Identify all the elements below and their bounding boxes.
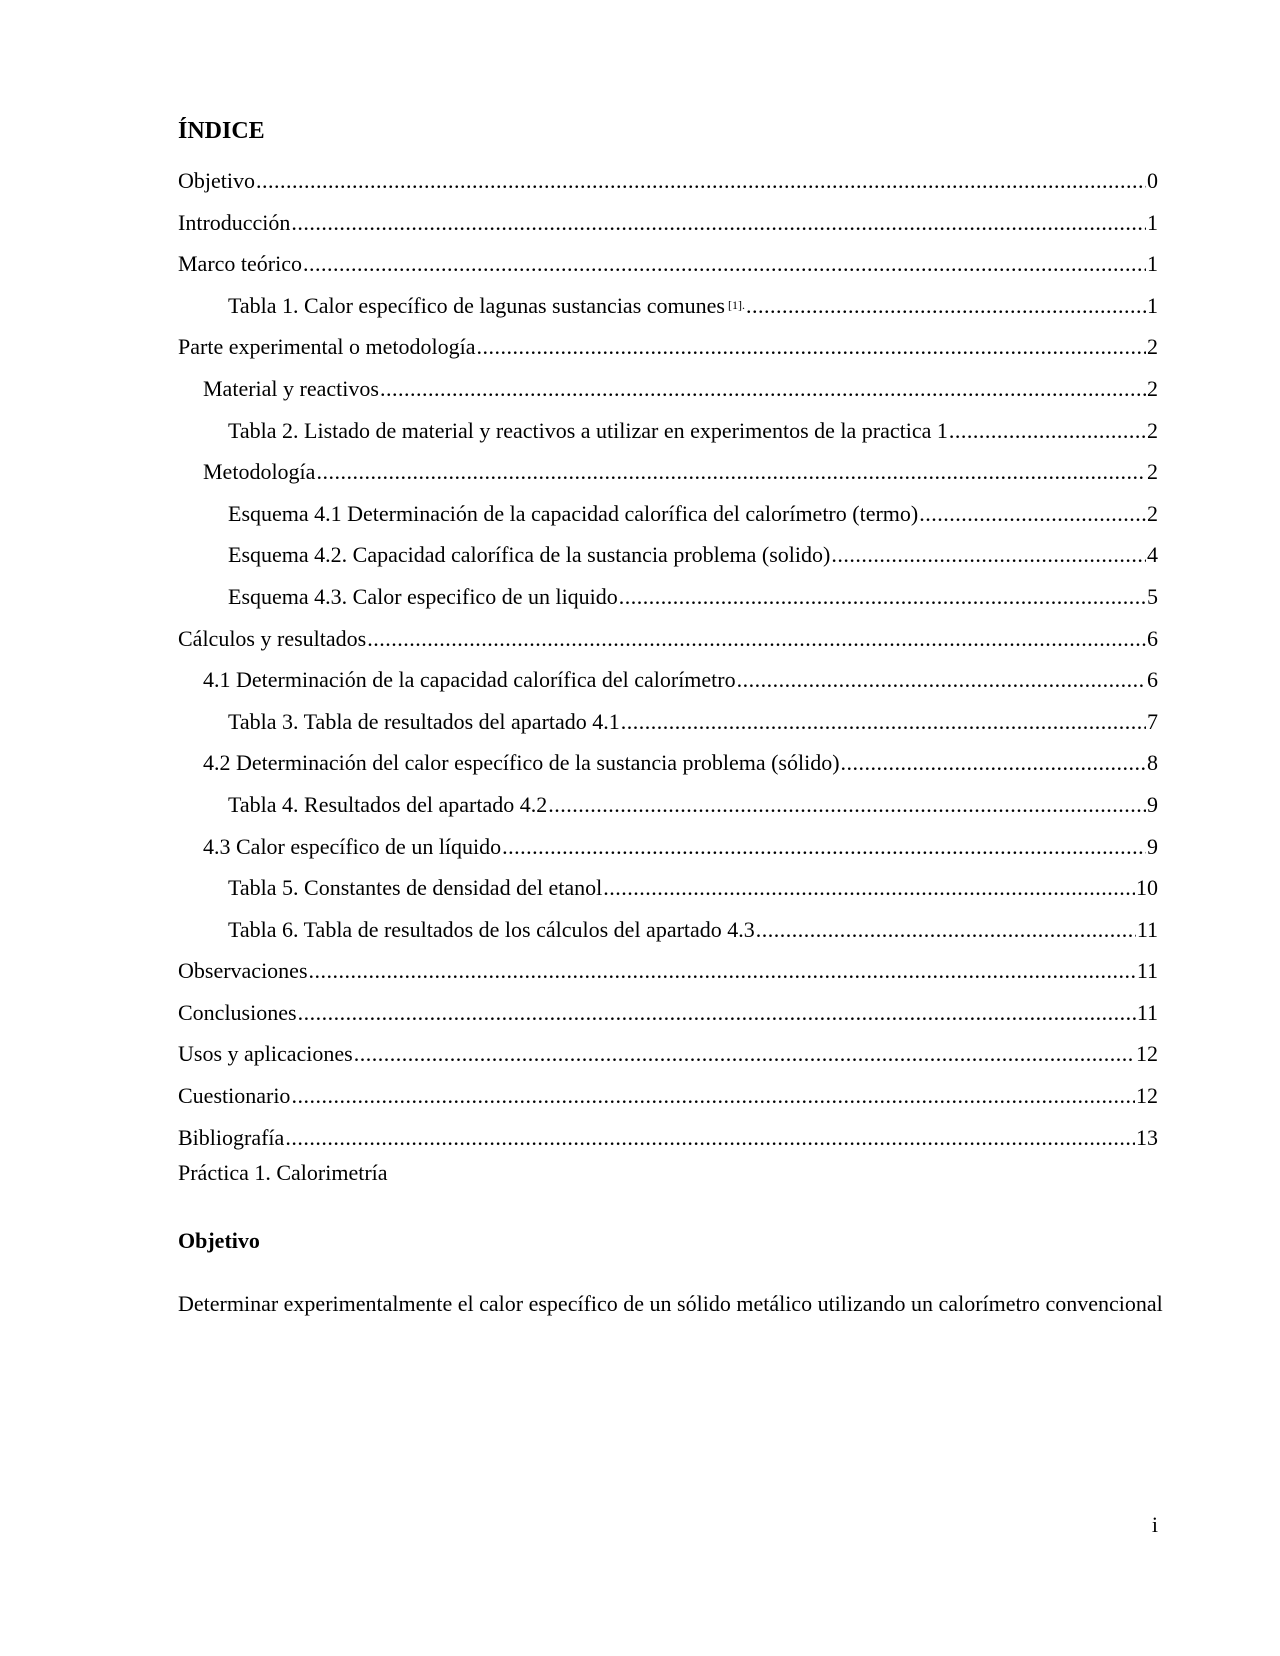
toc-entry[interactable] [178,451,1158,493]
toc-entry-title: Usos y aplicaciones [178,1041,353,1067]
toc-entry[interactable] [178,701,1158,743]
toc-entry-page-number: 2 [1147,417,1158,443]
toc-heading: ÍNDICE [178,118,265,144]
toc-dot-leader [380,368,1146,410]
toc-dot-leader [285,1117,1135,1159]
toc-entry-title: 4.3 Calor específico de un líquido [203,833,502,859]
toc-entry-page-number: 11 [1136,916,1158,942]
toc-entry-title: Observaciones [178,958,308,984]
toc-entry-page-number: 4 [1147,542,1158,568]
toc-dot-leader [756,909,1136,951]
toc-entry-title: 4.1 Determinación de la capacidad calorífica del calorímetro [203,667,736,693]
toc-entry-title: Introducción [178,209,291,235]
toc-entry-title: Conclusiones [178,999,297,1025]
toc-dot-leader [354,1033,1135,1075]
toc-entry-title: Esquema 4.1 Determinación de la capacidad calorífica del calorímetro (termo) [228,500,919,526]
toc-entry-page-number: 8 [1147,750,1158,776]
toc-entry-page-number: 12 [1136,1083,1158,1109]
toc-entry-title: Tabla 3. Tabla de resultados del apartado 4.1 [228,708,620,734]
toc-entry-page-number: 1 [1147,292,1158,318]
toc-entry-page-number: 2 [1147,334,1158,360]
toc-dot-leader [367,618,1146,660]
table-of-contents [178,160,1158,1158]
toc-entry-page-number: 9 [1147,791,1158,817]
toc-entry-title: Tabla 4. Resultados del apartado 4.2 [228,791,548,817]
toc-entry[interactable] [178,368,1158,410]
toc-dot-leader [919,493,1146,535]
toc-entry-title: Material y reactivos [203,375,379,401]
toc-entry-title: Esquema 4.3. Calor especifico de un liquido [228,583,618,609]
toc-entry-page-number: 9 [1147,833,1158,859]
toc-entry-page-number: 11 [1136,999,1158,1025]
toc-entry[interactable] [178,826,1158,868]
toc-entry-title: Esquema 4.2. Capacidad calorífica de la sustancia problema (solido) [228,542,831,568]
toc-dot-leader [619,576,1146,618]
toc-entry[interactable] [178,534,1158,576]
toc-entry-title: Tabla 6. Tabla de resultados de los cálculos del apartado 4.3 [228,916,755,942]
toc-entry-page-number: 2 [1147,459,1158,485]
toc-entry-page-number: 6 [1147,625,1158,651]
toc-entry[interactable] [178,784,1158,826]
toc-dot-leader [621,701,1146,743]
toc-entry-title: Bibliografía [178,1124,285,1150]
toc-entry-page-number: 2 [1147,500,1158,526]
toc-dot-leader [291,1075,1135,1117]
toc-entry[interactable] [178,618,1158,660]
toc-entry[interactable] [178,160,1158,202]
toc-entry-page-number: 5 [1147,583,1158,609]
toc-entry[interactable] [178,1075,1158,1117]
toc-dot-leader [737,659,1146,701]
objective-paragraph: Determinar experimentalmente el calor específico de un sólido metálico utilizando un calorímetro convencional [178,1291,1163,1316]
toc-entry-citation: [1]. [727,297,745,312]
toc-entry-page-number: 1 [1147,209,1158,235]
section-heading-objetivo: Objetivo [178,1228,260,1253]
toc-entry-title: Metodología [203,459,316,485]
toc-entry-page-number: 1 [1147,251,1158,277]
toc-dot-leader [746,285,1146,327]
toc-entry-title: 4.2 Determinación del calor específico de la sustancia problema (sólido) [203,750,840,776]
toc-dot-leader [309,950,1136,992]
toc-dot-leader [841,742,1146,784]
toc-entry-page-number: 13 [1136,1124,1158,1150]
toc-entry-page-number: 10 [1136,875,1158,901]
toc-entry[interactable] [178,202,1158,244]
toc-entry[interactable] [178,742,1158,784]
toc-entry-page-number: 12 [1136,1041,1158,1067]
toc-entry-page-number: 7 [1147,708,1158,734]
toc-entry[interactable] [178,410,1158,452]
toc-dot-leader [303,243,1146,285]
toc-entry-title: Cálculos y resultados [178,625,367,651]
toc-dot-leader [298,992,1136,1034]
toc-entry[interactable] [178,285,1158,327]
toc-entry[interactable] [178,867,1158,909]
toc-entry[interactable] [178,576,1158,618]
toc-dot-leader [477,326,1146,368]
toc-entry-page-number: 6 [1147,667,1158,693]
toc-entry[interactable] [178,326,1158,368]
toc-entry-title: Tabla 2. Listado de material y reactivos a utilizar en experimentos de la practica 1 [228,417,948,443]
toc-entry[interactable] [178,659,1158,701]
toc-dot-leader [502,826,1146,868]
toc-entry[interactable] [178,950,1158,992]
toc-dot-leader [548,784,1146,826]
toc-entry-title: Objetivo [178,168,255,193]
toc-entry-title: Tabla 5. Constantes de densidad del etanol [228,875,603,901]
toc-dot-leader [603,867,1135,909]
toc-entry[interactable] [178,1117,1158,1159]
toc-entry-page-number: 11 [1136,958,1158,984]
toc-entry[interactable] [178,493,1158,535]
toc-entry[interactable] [178,992,1158,1034]
toc-entry-page-number: 0 [1147,168,1158,193]
toc-dot-leader [831,534,1146,576]
toc-entry-title: Cuestionario [178,1083,291,1109]
toc-entry-page-number: 2 [1147,375,1158,401]
toc-entry[interactable] [178,1033,1158,1075]
page-number: i [1151,1512,1158,1537]
toc-dot-leader [949,410,1146,452]
toc-entry[interactable] [178,243,1158,285]
toc-entry-title: Parte experimental o metodología [178,334,476,360]
toc-dot-leader [316,451,1146,493]
toc-entry-title: Marco teórico [178,251,302,277]
toc-entry[interactable] [178,909,1158,951]
document-title: Práctica 1. Calorimetría [178,1160,388,1185]
toc-dot-leader [291,202,1146,244]
toc-entry-title: Tabla 1. Calor específico de lagunas sustancias comunes [228,292,725,318]
toc-dot-leader [256,160,1146,202]
